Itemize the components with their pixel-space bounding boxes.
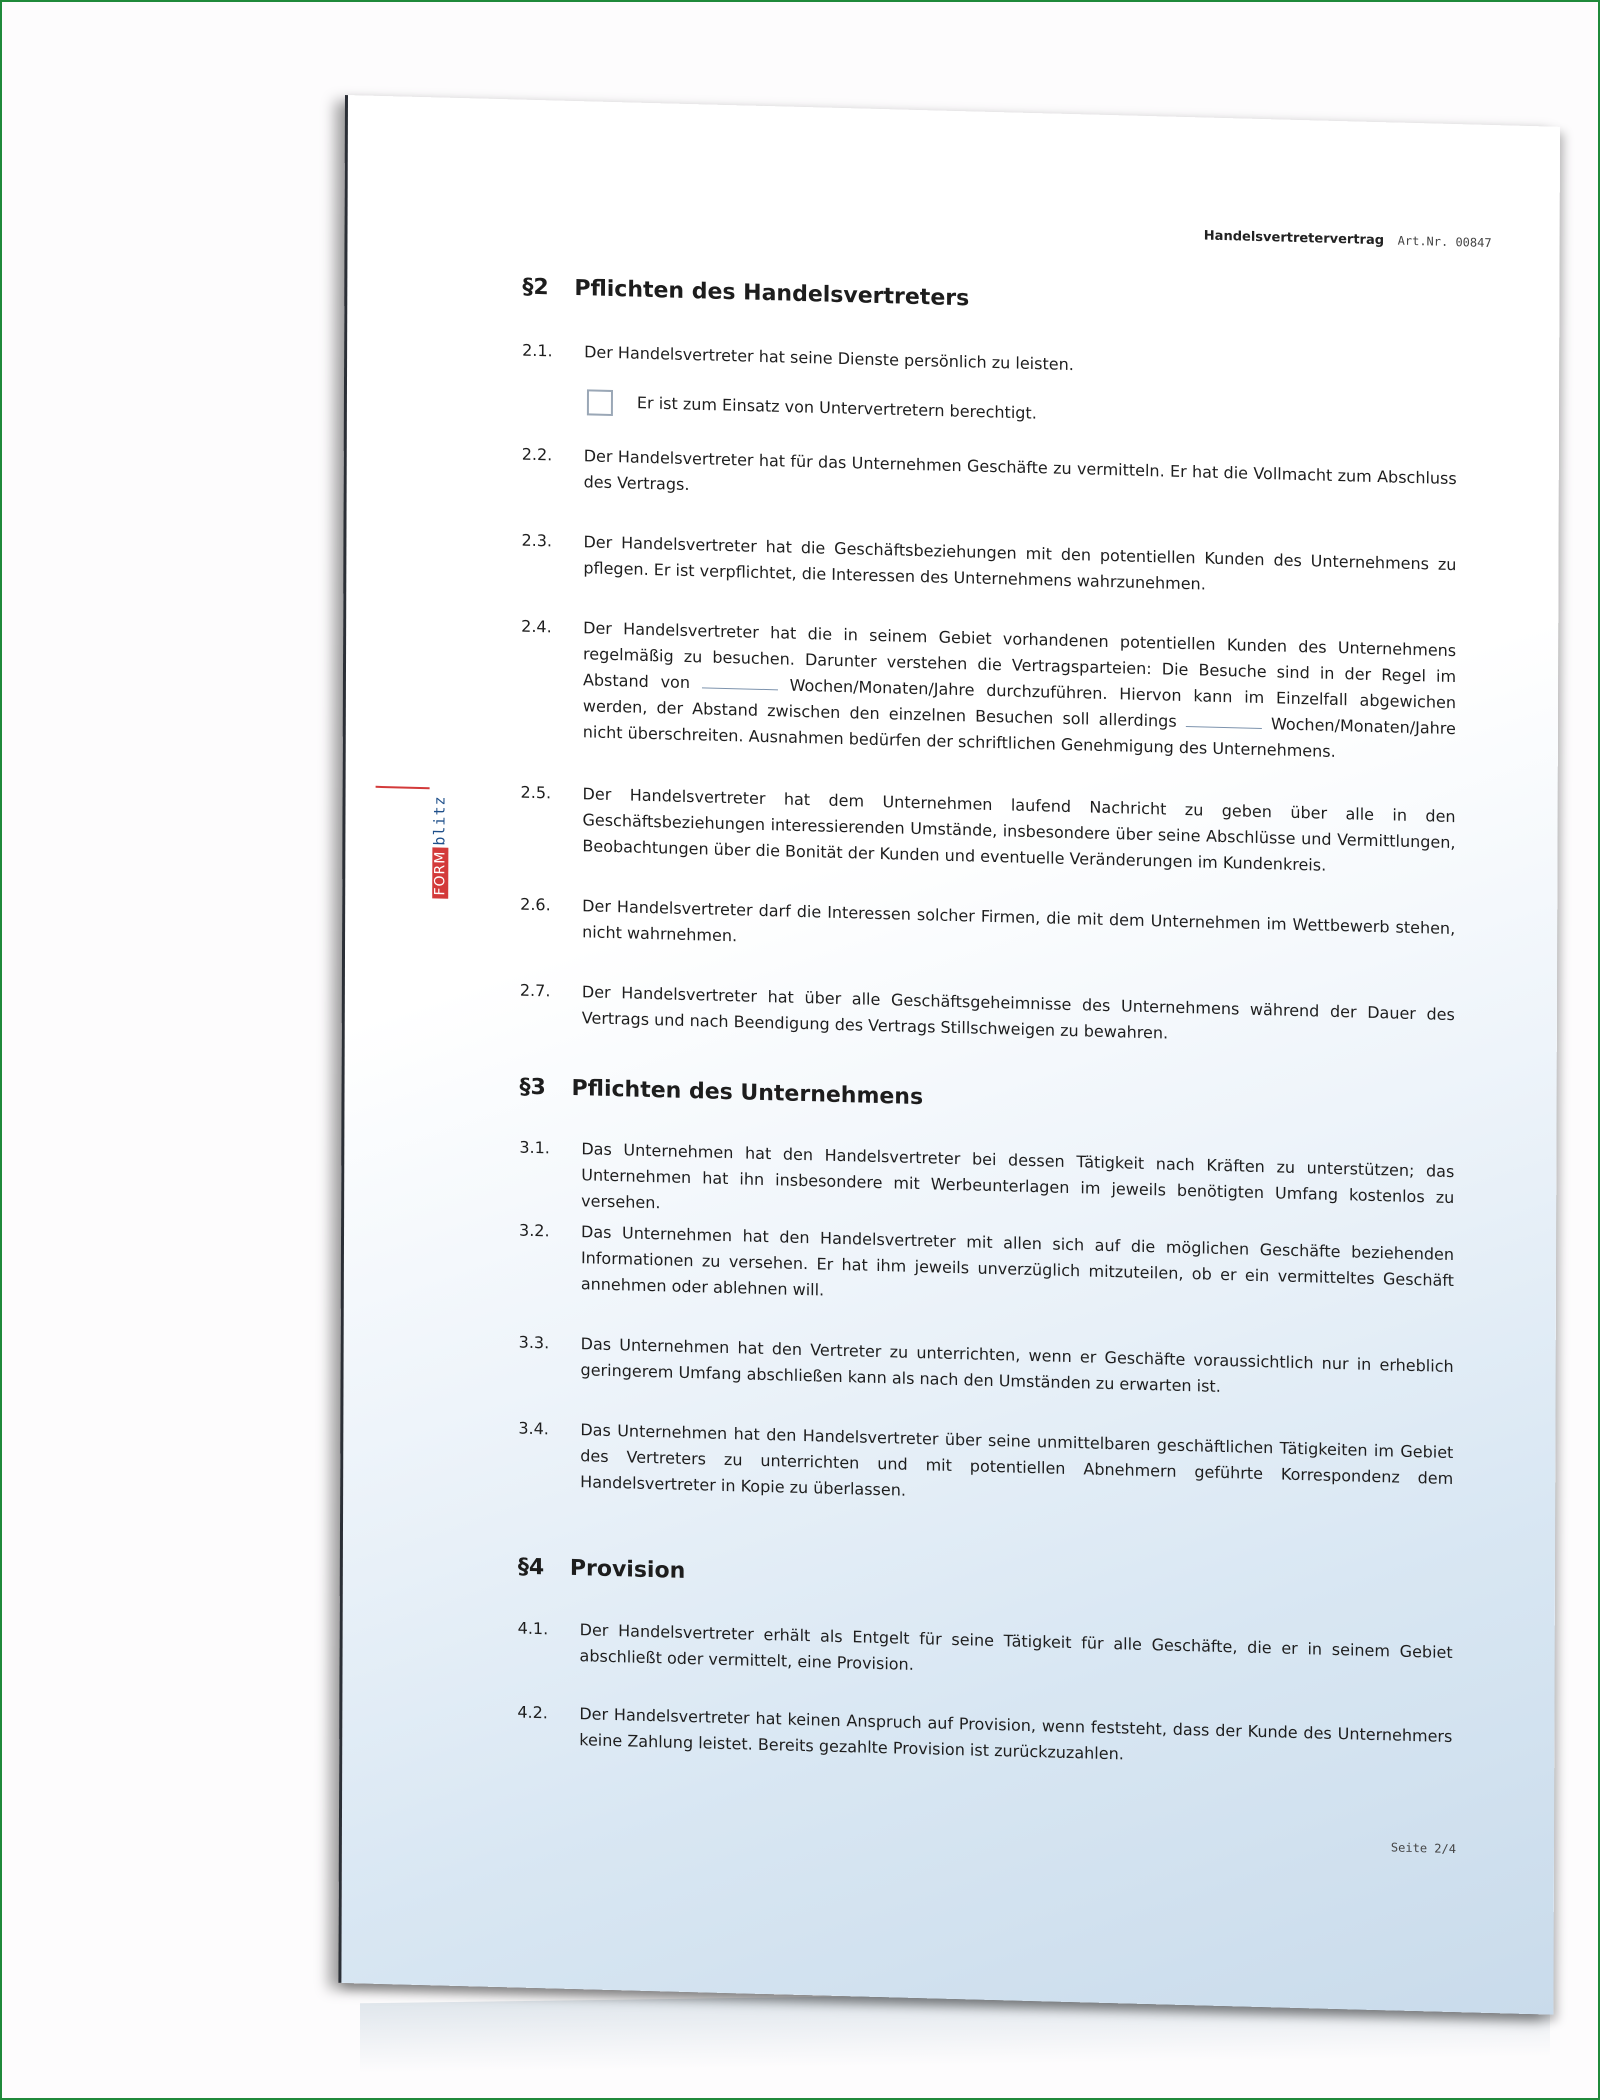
- clause-2-4: [521, 614, 1456, 768]
- clause-text: Der Handelsvertreter hat die Geschäftsbeziehungen mit den potentiellen Kunden des Unternehmens zu pflegen. Er ist verpflichtet, die Interessen des Unternehmens wahrzunehmen.: [583, 532, 1457, 594]
- clause-text: Der Handelsvertreter hat über alle Geschäftsgeheimnisse des Unternehmens während der Dauer des Vertrags und nach Beendigung des Vertrags Stillschweigen zu bewahren.: [581, 982, 1455, 1043]
- clause-3-4: [518, 1416, 1453, 1518]
- document-title: Handelsvertretervertrag: [1203, 228, 1385, 249]
- logo-part-blitz: blitz: [430, 795, 449, 846]
- clause-number: 2.2.: [521, 444, 553, 465]
- clause-2-2: [522, 442, 1457, 518]
- clause-text: Das Unternehmen hat den Handelsvertreter über seine unmittelbaren geschäftlichen Tätigkeiten im Gebiet des Vertreters zu unterrichten und mit potentiellen Abnehmern geführte Korrespondenz dem Handelsvertreter in Kopie zu überlassen.: [580, 1420, 1454, 1500]
- clause-text: [521, 614, 1456, 768]
- clause-2-5: [520, 780, 1455, 882]
- clause-text: Der Handelsvertreter hat für das Unternehmen Geschäfte zu vermitteln. Er hat die Vollmacht zum Abschluss des Vertrags.: [583, 446, 1457, 495]
- clause-4-1: [518, 1616, 1453, 1692]
- clause-text: Der Handelsvertreter erhält als Entgelt für seine Tätigkeit für alle Geschäfte, die er in seinem Gebiet abschließt oder vermittelt, eine Provision.: [579, 1620, 1453, 1674]
- logo-part-form: FORM: [432, 847, 448, 898]
- page-number: Seite 2/4: [1390, 1840, 1456, 1857]
- clause-text: Der Handelsvertreter darf die Interessen solcher Firmen, die mit dem Unternehmen im Wettbewerb stehen, nicht wahrnehmen.: [582, 896, 1456, 946]
- clause-number: 3.4.: [518, 1418, 549, 1439]
- clause-number: 3.1.: [519, 1137, 550, 1158]
- clause-text-part: Wochen/Monaten/Jahre nicht überschreiten. Ausnahmen bedürfen der schriftlichen Genehmigung des Unternehmens.: [582, 714, 1456, 761]
- clause-number: 4.1.: [517, 1618, 549, 1639]
- section-heading-3: [520, 1075, 924, 1111]
- section-number: §4: [517, 1554, 545, 1581]
- clause-text: Der Handelsvertreter hat dem Unternehmen laufend Nachricht zu geben über alle in den Geschäftsbeziehungen interessierenden Umstände, insbesondere über seine Abschlüsse und Vermittlungen, Beobachtungen über die Bonität der Kunden und eventuelle Veränderungen im Kundenkreis.: [582, 784, 1456, 875]
- clause-4-2: [517, 1700, 1452, 1776]
- clause-number: 2.4.: [521, 616, 552, 637]
- clause-text: Der Handelsvertreter hat seine Dienste persönlich zu leisten.: [584, 342, 1074, 375]
- clause-text: Das Unternehmen hat den Handelsvertreter mit allen sich auf die möglichen Geschäfte beziehenden Informationen zu versehen. Er hat ihm jeweils unverzüglich mitzuteilen, ob er ein vermitteltes Geschäft annehmen oder ablehnen will.: [580, 1222, 1455, 1300]
- max-interval-blank[interactable]: [1186, 712, 1262, 729]
- clause-text-part: Der Handelsvertreter hat die in seinem Gebiet vorhandenen potentiellen Kunden des Unternehmens regelmäßig zu besuchen. Darunter verstehen die Vertragsparteien: Die Besuche sind in der Regel im Abstand von: [582, 618, 1457, 693]
- section-heading-4: [518, 1555, 685, 1584]
- article-number: Art.Nr. 00847: [1397, 233, 1492, 251]
- section-title: Provision: [569, 1555, 686, 1584]
- clause-number: 2.3.: [521, 530, 553, 551]
- clause-number: 2.6.: [520, 894, 551, 915]
- clause-text: Der Handelsvertreter hat keinen Anspruch auf Provision, wenn feststeht, dass der Kunde des Unternehmers keine Zahlung leistet. Bereits gezahlte Provision ist zurückzuzahlen.: [579, 1704, 1453, 1764]
- subcontractor-checkbox[interactable]: [587, 389, 613, 416]
- clause-number: 2.5.: [520, 782, 552, 803]
- clause-text-part: Wochen/Monaten/Jahre durchzuführen. Hiervon kann im Einzelfall abgewichen werden, der Abstand zwischen den einzelnen Besuchen soll allerdings: [582, 675, 1457, 731]
- clause-text: Das Unternehmen hat den Handelsvertreter bei dessen Tätigkeit nach Kräften zu unterstützen; das Unternehmen hat ihn insbesondere mit Werbeunterlagen im jeweils benötigten Umfang kostenlos zu versehen.: [581, 1139, 1455, 1213]
- logo-accent-bar: [376, 786, 430, 789]
- visit-interval-blank[interactable]: [702, 673, 778, 690]
- formblitz-logo: [405, 787, 449, 898]
- logo-wordmark: [429, 793, 449, 899]
- clause-2-6: [520, 892, 1455, 968]
- document-page: [338, 95, 1560, 2015]
- subcontractor-option[interactable]: [587, 389, 1037, 427]
- clause-2-3: [521, 528, 1456, 604]
- clause-number: 3.3.: [518, 1332, 550, 1353]
- clause-number: 3.2.: [519, 1220, 550, 1241]
- section-title: Pflichten des Handelsvertreters: [574, 276, 970, 312]
- section-heading-2: [522, 275, 969, 312]
- clause-2-1: [522, 338, 1457, 388]
- section-number: §3: [519, 1074, 546, 1101]
- section-title: Pflichten des Unternehmens: [571, 1075, 924, 1111]
- clause-number: 4.2.: [517, 1702, 548, 1723]
- clause-text: Das Unternehmen hat den Vertreter zu unterrichten, wenn er Geschäfte voraussichtlich nur in erheblich geringerem Umfang abschließen kann als nach den Umständen zu erwarten ist.: [580, 1334, 1454, 1396]
- clause-3-3: [519, 1330, 1454, 1406]
- clause-2-7: [520, 978, 1455, 1054]
- clause-number: 2.7.: [519, 980, 551, 1001]
- section-number: §2: [522, 274, 549, 301]
- clause-number: 2.1.: [522, 340, 553, 361]
- document-header: [1204, 227, 1492, 251]
- checkbox-label: Er ist zum Einsatz von Untervertretern berechtigt.: [636, 393, 1037, 423]
